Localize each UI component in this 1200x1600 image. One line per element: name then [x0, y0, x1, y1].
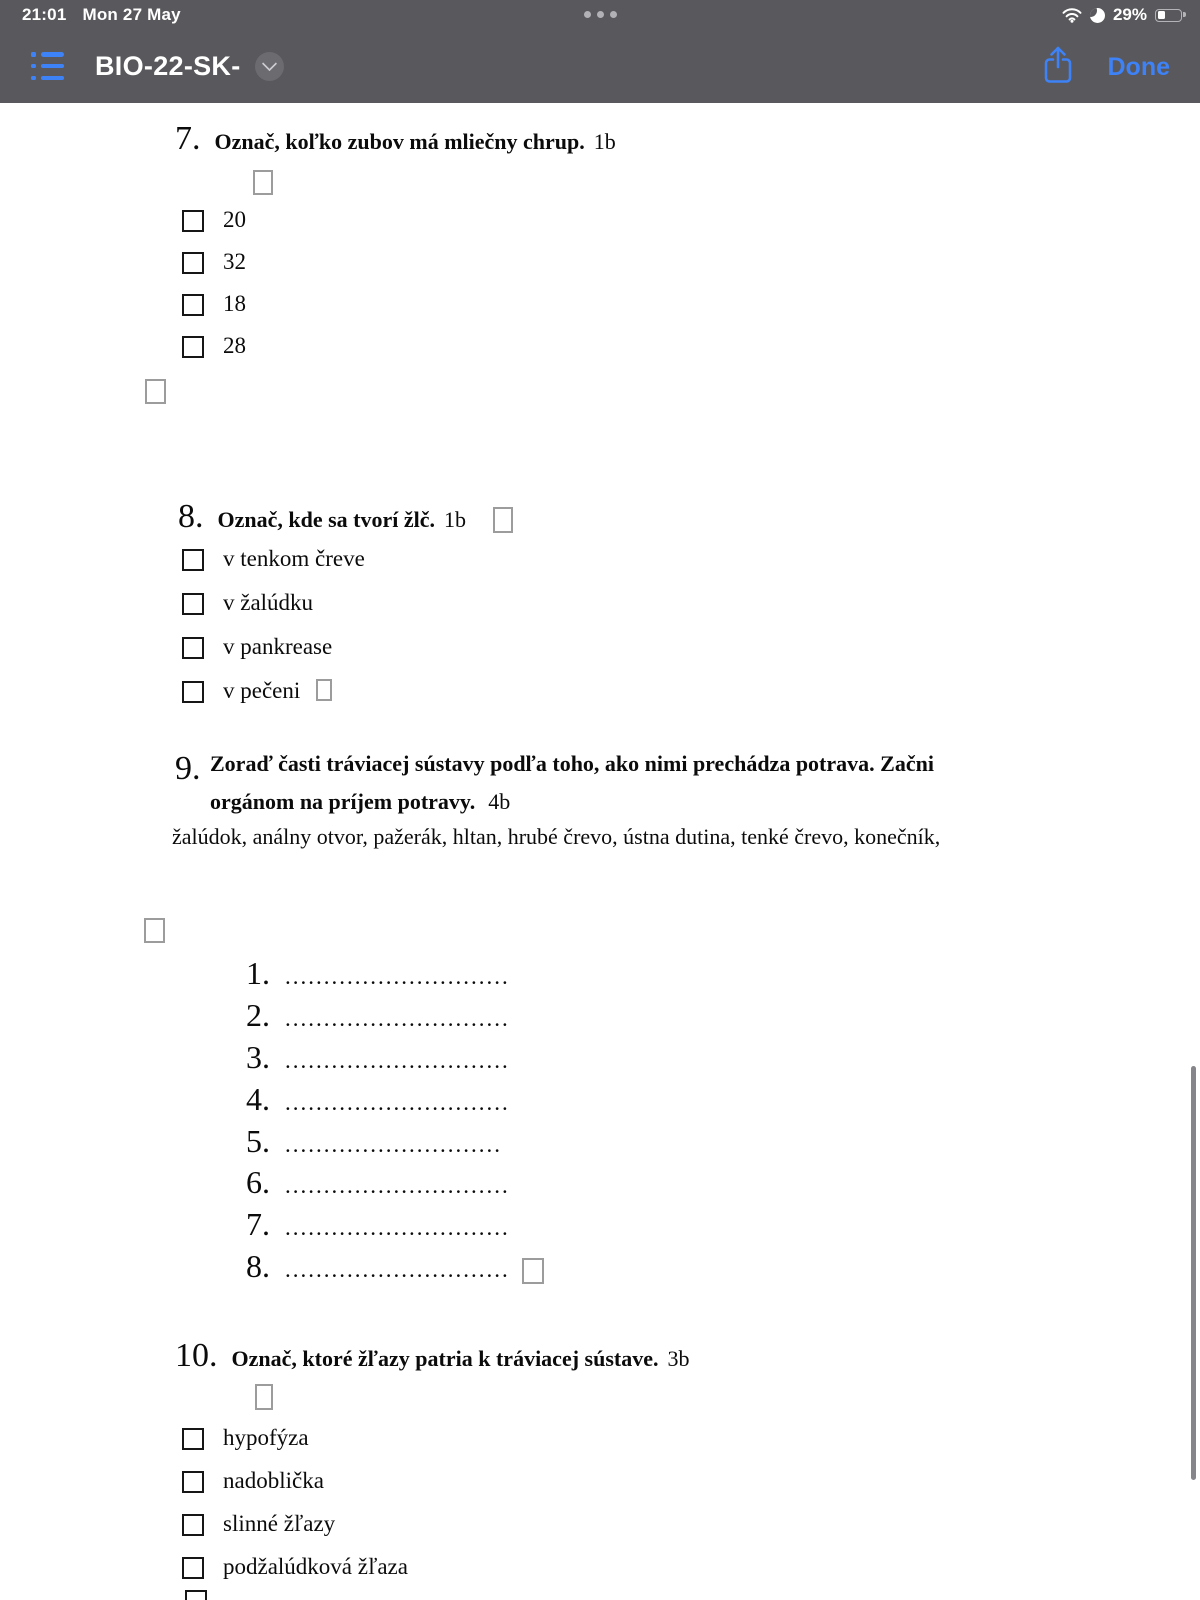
- question-9-number: 9.: [175, 750, 201, 787]
- answer-blank-row: [246, 1250, 510, 1283]
- option-checkbox[interactable]: [182, 1557, 204, 1579]
- form-field-box[interactable]: [255, 1384, 273, 1410]
- blank-dotted-line[interactable]: .............................: [285, 1257, 510, 1282]
- option-checkbox[interactable]: [182, 593, 204, 615]
- blank-dotted-line[interactable]: .............................: [285, 964, 510, 989]
- q8-option-row: [182, 679, 300, 705]
- option-checkbox[interactable]: [182, 637, 204, 659]
- q7-option-row: [182, 208, 246, 234]
- q8-option-row: [182, 591, 313, 617]
- status-time: 21:01: [22, 5, 67, 24]
- toolbar: [0, 33, 1200, 103]
- battery-icon: [1155, 9, 1182, 22]
- blank-number: 7.: [246, 1206, 270, 1242]
- blank-dotted-line[interactable]: .............................: [285, 1048, 510, 1073]
- question-9-heading: [210, 746, 934, 822]
- q10-option-row: [182, 1469, 324, 1495]
- option-label: hypofýza: [223, 1425, 309, 1450]
- question-10-number: 10.: [175, 1337, 218, 1374]
- option-label: v pečeni: [223, 678, 301, 703]
- answer-blank-row: [246, 999, 510, 1032]
- question-7-points: 1b: [593, 129, 616, 154]
- q10-option-row: [182, 1426, 309, 1452]
- form-field-box[interactable]: [144, 918, 165, 943]
- word-bank: žalúdok, análny otvor, pažerák, hltan, hrubé črevo, ústna dutina, tenké črevo, konečník,: [172, 824, 941, 849]
- option-checkbox[interactable]: [182, 336, 204, 358]
- share-button[interactable]: [1042, 45, 1074, 90]
- question-7-heading: [175, 122, 616, 156]
- option-checkbox[interactable]: [182, 294, 204, 316]
- q7-option-row: [182, 250, 246, 276]
- question-9-points: 4b: [488, 789, 511, 814]
- answer-blank-row: [246, 1125, 502, 1158]
- scrollbar-thumb[interactable]: [1191, 1066, 1196, 1480]
- question-10-heading: [175, 1339, 690, 1373]
- blank-dotted-line[interactable]: .............................: [285, 1215, 510, 1240]
- answer-blank-row: [246, 957, 510, 990]
- form-field-box[interactable]: [316, 679, 332, 701]
- question-9-title-line1: Zoraď časti tráviacej sústavy podľa toho, ako nimi prechádza potrava. Začni: [210, 751, 934, 776]
- question-7-number: 7.: [175, 120, 201, 157]
- question-9-title-line2: orgánom na príjem potravy.: [210, 789, 476, 814]
- blank-number: 3.: [246, 1039, 270, 1075]
- battery-percent: 29%: [1112, 5, 1147, 24]
- question-10-points: 3b: [667, 1346, 690, 1371]
- q7-option-row: [182, 334, 246, 360]
- blank-number: 4.: [246, 1081, 270, 1117]
- q10-option-row: [182, 1555, 408, 1581]
- option-label: v žalúdku: [223, 590, 314, 615]
- form-field-box[interactable]: [493, 507, 513, 533]
- status-date: Mon 27 May: [82, 5, 181, 24]
- q8-option-row: [182, 635, 332, 661]
- document-page: [0, 103, 1200, 1600]
- blank-number: 1.: [246, 955, 270, 991]
- question-8-points: 1b: [444, 507, 467, 532]
- option-label: v tenkom čreve: [223, 546, 365, 571]
- form-field-box[interactable]: [253, 170, 273, 195]
- blank-dotted-line[interactable]: .............................: [285, 1090, 510, 1115]
- answer-blank-row: [246, 1041, 510, 1074]
- thumbnail-list-icon[interactable]: [31, 49, 67, 83]
- option-checkbox[interactable]: [182, 681, 204, 703]
- q8-option-row: [182, 547, 365, 573]
- option-checkbox[interactable]: [182, 210, 204, 232]
- done-button[interactable]: Done: [1107, 53, 1170, 81]
- q7-option-row: [182, 292, 246, 318]
- form-field-box[interactable]: [145, 379, 166, 404]
- answer-blank-row: [246, 1208, 510, 1241]
- option-checkbox[interactable]: [182, 1471, 204, 1493]
- question-8-heading: [178, 500, 466, 534]
- question-10-title: Označ, ktoré žľazy patria k tráviacej sústave.: [231, 1346, 659, 1371]
- blank-number: 8.: [246, 1248, 270, 1284]
- blank-number: 6.: [246, 1164, 270, 1200]
- blank-dotted-line[interactable]: .............................: [285, 1006, 510, 1031]
- title-menu-button[interactable]: [255, 52, 284, 81]
- option-label: slinné žľazy: [223, 1511, 336, 1536]
- answer-blank-row: [246, 1166, 510, 1199]
- option-label: 18: [223, 291, 246, 316]
- form-field-box[interactable]: [522, 1258, 544, 1284]
- option-label: podžalúdková žľaza: [223, 1554, 408, 1579]
- question-8-number: 8.: [178, 498, 204, 535]
- question-8-title: Označ, kde sa tvorí žlč.: [217, 507, 436, 532]
- blank-dotted-line[interactable]: .............................: [285, 1173, 510, 1198]
- status-bar: [0, 0, 1200, 33]
- option-label: 32: [223, 249, 246, 274]
- focus-moon-icon: [1090, 8, 1105, 23]
- answer-blank-row: [246, 1083, 510, 1116]
- chevron-down-icon: [261, 55, 277, 71]
- option-label: nadoblička: [223, 1468, 324, 1493]
- document-title: BIO-22-SK-: [95, 50, 241, 81]
- option-label: 28: [223, 333, 246, 358]
- option-label: v pankrease: [223, 634, 333, 659]
- blank-dotted-line[interactable]: ............................: [285, 1132, 502, 1157]
- wifi-icon: [1062, 8, 1082, 23]
- blank-number: 2.: [246, 997, 270, 1033]
- option-checkbox[interactable]: [185, 1590, 207, 1600]
- question-7-title: Označ, koľko zubov má mliečny chrup.: [214, 129, 585, 154]
- blank-number: 5.: [246, 1123, 270, 1159]
- option-checkbox[interactable]: [182, 1514, 204, 1536]
- option-checkbox[interactable]: [182, 252, 204, 274]
- option-checkbox[interactable]: [182, 1428, 204, 1450]
- option-label: 20: [223, 207, 246, 232]
- app-chrome: [0, 0, 1200, 103]
- q10-option-row: [182, 1512, 335, 1538]
- option-checkbox[interactable]: [182, 549, 204, 571]
- multitasking-indicator-icon[interactable]: [0, 11, 1200, 18]
